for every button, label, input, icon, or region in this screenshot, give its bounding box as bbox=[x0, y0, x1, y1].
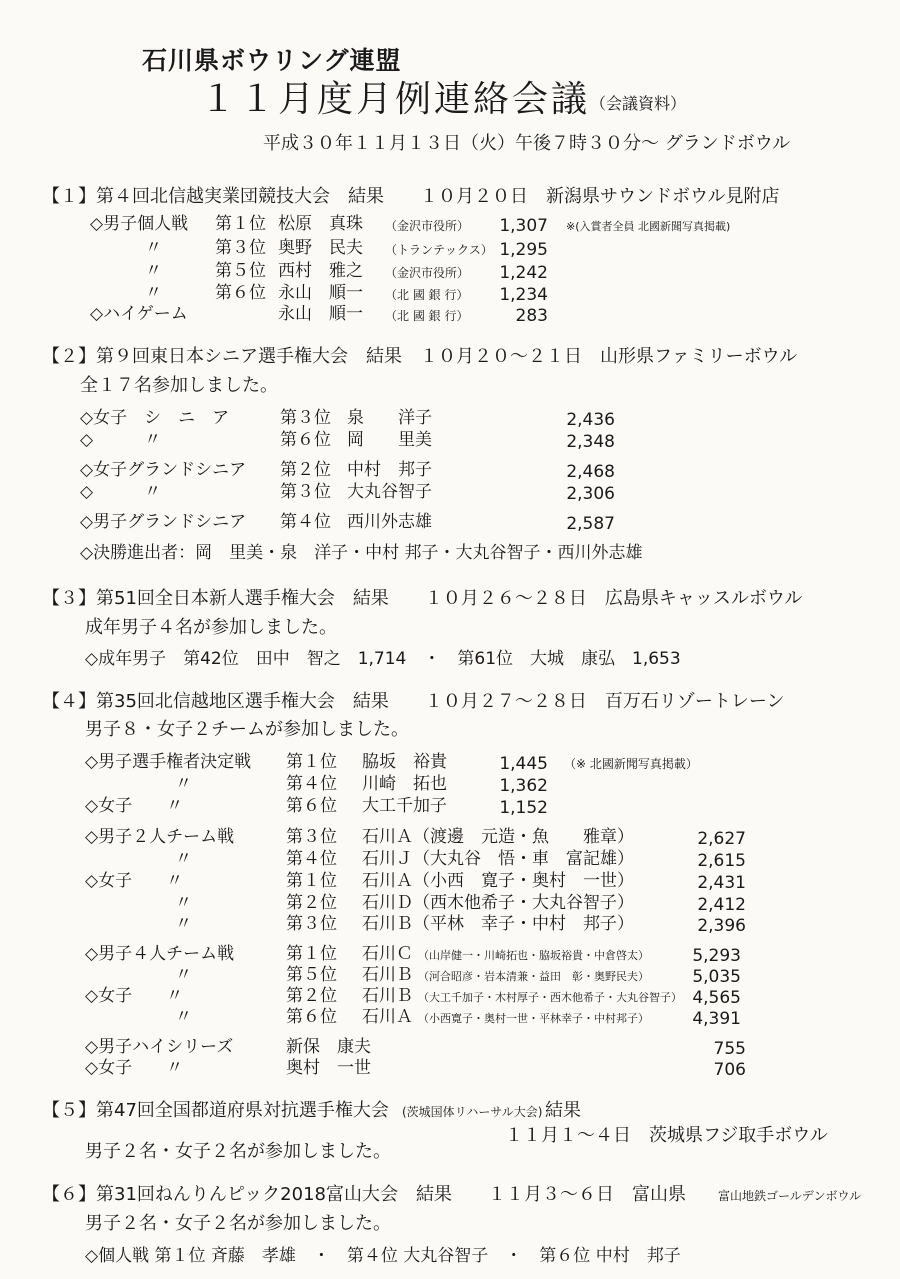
s4-row-name: 脇坂 裕貴 bbox=[362, 752, 447, 772]
s4-row-name: 川崎 拓也 bbox=[362, 774, 447, 794]
s1-row-label: 〃 bbox=[145, 261, 162, 281]
s4-row-label: ◇女子 〃 bbox=[85, 796, 184, 816]
s4-team-members: 石川Ｄ（西木他希子・大丸谷智子） bbox=[362, 893, 634, 913]
s1-row-rank: 第６位 bbox=[215, 283, 266, 303]
s4-row-rank: 第１位 bbox=[286, 752, 337, 772]
s4-row-note: （※ 北國新聞写真掲載） bbox=[564, 757, 698, 771]
s4-team-members: 石川Ｊ（大丸谷 悟・車 富記雄） bbox=[362, 849, 634, 869]
s2-row-rank: 第６位 bbox=[280, 430, 331, 450]
s4-row-rank: 第４位 bbox=[286, 774, 337, 794]
section-1-heading: 【１】第４回北信越実業団競技大会 結果 １０月２０日 新潟県サウンドボウル見附店 bbox=[42, 186, 780, 207]
s1-row-label: 〃 bbox=[145, 238, 162, 258]
section-4-intro: 男子８・女子２チームが参加しました。 bbox=[85, 719, 409, 740]
s1-row-name: 奥野 民夫 bbox=[278, 238, 363, 258]
s1-row-name: 松原 真珠 bbox=[278, 214, 363, 234]
s1-row-affiliation: （北 國 銀 行） bbox=[385, 309, 469, 323]
section-2-finalists: ◇決勝進出者：岡 里美・泉 洋子・中村 邦子・大丸谷智子・西川外志雄 bbox=[80, 543, 643, 563]
s1-row-affiliation: （金沢市役所） bbox=[385, 266, 470, 280]
s4-row-label: ◇男子選手権者決定戦 bbox=[85, 752, 252, 772]
s4-team4-name: 石川Ａ bbox=[362, 1007, 413, 1027]
s4-team-score: 2,396 bbox=[697, 916, 746, 936]
s1-row-rank: 第１位 bbox=[215, 214, 266, 234]
s4-team-members: 石川Ｂ（平林 幸子・中村 邦子） bbox=[362, 914, 634, 934]
s2-row-score: 2,348 bbox=[566, 432, 615, 452]
s4-highseries-score: 755 bbox=[713, 1039, 746, 1059]
section-6-results: ◇個人戦 第１位 斉藤 孝雄 ・ 第４位 大丸谷智子 ・ 第６位 中村 邦子 bbox=[85, 1246, 681, 1266]
section-4-heading: 【４】第35回北信越地区選手権大会 結果 １０月２７～２８日 百万石リゾートレーン bbox=[42, 691, 785, 712]
s4-highseries-name: 奥村 一世 bbox=[286, 1058, 371, 1078]
meeting-dateline: 平成３０年１１月１３日（火）午後７時３０分～ グランドボウル bbox=[263, 133, 791, 154]
s1-row-affiliation: （北 國 銀 行） bbox=[385, 288, 469, 302]
section-5-heading: 【５】第47回全国都道府県対抗選手権大会 bbox=[42, 1100, 389, 1121]
s4-team-rank: 第３位 bbox=[286, 827, 337, 847]
s2-row-name: 西川外志雄 bbox=[347, 512, 432, 532]
s2-row-rank: 第３位 bbox=[280, 482, 331, 502]
s4-team4-score: 5,293 bbox=[692, 946, 741, 966]
s4-row-score: 1,445 bbox=[499, 754, 548, 774]
s4-highseries-name: 新保 康夫 bbox=[286, 1037, 371, 1057]
s4-team-score: 2,627 bbox=[697, 829, 746, 849]
section-3-results: ◇成年男子 第42位 田中 智之 1,714 ・ 第61位 大城 康弘 1,653 bbox=[85, 649, 681, 669]
s4-team4-rank: 第６位 bbox=[286, 1007, 337, 1027]
section-5-heading-note: (茨城国体リハーサル大会) bbox=[402, 1105, 543, 1119]
s1-row-score: 1,234 bbox=[499, 285, 548, 305]
section-6-venue: 富山地鉄ゴールデンボウル bbox=[718, 1189, 862, 1203]
s1-row-note: ※(入賞者全員 北國新聞写真掲載) bbox=[566, 220, 731, 233]
s4-highseries-score: 706 bbox=[713, 1060, 746, 1080]
section-3-heading: 【３】第51回全日本新人選手権大会 結果 １０月２６～２８日 広島県キャッスルボウル bbox=[42, 588, 803, 609]
s2-row-name: 大丸谷智子 bbox=[347, 482, 432, 502]
s1-row-affiliation: （トランテックス） bbox=[385, 243, 493, 257]
s4-team4-label: ◇男子４人チーム戦 bbox=[85, 944, 235, 964]
s1-row-affiliation: （金沢市役所） bbox=[385, 219, 470, 233]
s4-team4-score: 5,035 bbox=[692, 967, 741, 987]
s1-row-score: 283 bbox=[515, 306, 548, 326]
s4-row-score: 1,362 bbox=[499, 776, 548, 796]
s1-row-name: 永山 順一 bbox=[278, 304, 363, 324]
s1-row-label: ◇ハイゲーム bbox=[90, 304, 188, 324]
s4-team4-rank: 第２位 bbox=[286, 986, 337, 1006]
s4-team-label: 〃 bbox=[175, 849, 192, 869]
s2-row-score: 2,587 bbox=[566, 514, 615, 534]
s4-team-rank: 第４位 bbox=[286, 849, 337, 869]
s4-team4-rank: 第１位 bbox=[286, 944, 337, 964]
section-6-heading: 【６】第31回ねんりんピック2018富山大会 結果 １１月３～６日 富山県 bbox=[42, 1184, 686, 1205]
s2-row-name: 泉 洋子 bbox=[347, 408, 432, 428]
s2-row-label: ◇女子グランドシニア bbox=[80, 460, 247, 480]
s4-team-rank: 第１位 bbox=[286, 871, 337, 891]
section-2-intro: 全１７名参加しました。 bbox=[80, 375, 278, 396]
s1-row-rank: 第３位 bbox=[215, 238, 266, 258]
s4-row-score: 1,152 bbox=[499, 798, 548, 818]
s1-row-label: ◇男子個人戦 bbox=[90, 214, 189, 234]
s4-team-rank: 第３位 bbox=[286, 914, 337, 934]
s2-row-label: ◇男子グランドシニア bbox=[80, 512, 247, 532]
s4-highseries-label: ◇女子 〃 bbox=[85, 1058, 184, 1078]
s1-row-label: 〃 bbox=[145, 283, 162, 303]
s4-row-label: 〃 bbox=[175, 774, 192, 794]
section-2-heading: 【２】第９回東日本シニア選手権大会 結果 １０月２０～２１日 山形県ファミリーボウル bbox=[42, 346, 798, 367]
document-title: １１月度月例連絡会議 bbox=[200, 79, 591, 120]
s4-team4-label: ◇女子 〃 bbox=[85, 986, 184, 1006]
s2-row-label: ◇女子 シ ニ ア bbox=[80, 408, 230, 428]
s4-team4-name: 石川Ｂ bbox=[362, 986, 413, 1006]
organization-name: 石川県ボウリング連盟 bbox=[142, 46, 402, 75]
s2-row-rank: 第４位 bbox=[280, 512, 331, 532]
s4-team-label: ◇男子２人チーム戦 bbox=[85, 827, 235, 847]
section-6-intro: 男子２名・女子２名が参加しました。 bbox=[85, 1213, 391, 1234]
document-subtitle: （会議資料） bbox=[590, 94, 687, 113]
s1-row-score: 1,307 bbox=[499, 216, 548, 236]
s4-team4-members: （山岸健一・川崎拓也・脇坂裕貴・中倉啓太） bbox=[418, 949, 649, 962]
s4-highseries-label: ◇男子ハイシリーズ bbox=[85, 1037, 234, 1057]
s4-team4-score: 4,565 bbox=[692, 988, 741, 1008]
s4-team-label: 〃 bbox=[175, 893, 192, 913]
section-3-intro: 成年男子４名が参加しました。 bbox=[85, 617, 337, 638]
s4-team-members: 石川Ａ（小西 寛子・奥村 一世） bbox=[362, 871, 634, 891]
section-5-date: １１月１～４日 茨城県フジ取手ボウル bbox=[505, 1125, 828, 1146]
s4-team4-name: 石川Ｃ bbox=[362, 944, 413, 964]
s4-team-rank: 第２位 bbox=[286, 893, 337, 913]
s4-row-rank: 第６位 bbox=[286, 796, 337, 816]
s2-row-score: 2,306 bbox=[566, 484, 615, 504]
s4-team-label: 〃 bbox=[175, 914, 192, 934]
s2-row-name: 岡 里美 bbox=[347, 430, 432, 450]
s2-row-score: 2,436 bbox=[566, 410, 615, 430]
s1-row-name: 永山 順一 bbox=[278, 283, 363, 303]
s4-team-members: 石川Ａ（渡邊 元造・魚 雅章） bbox=[362, 827, 634, 847]
s4-row-name: 大工千加子 bbox=[362, 796, 447, 816]
s2-row-label: ◇ 〃 bbox=[80, 482, 162, 502]
s4-team-score: 2,615 bbox=[697, 851, 746, 871]
s4-team4-score: 4,391 bbox=[692, 1009, 741, 1029]
s1-row-score: 1,242 bbox=[499, 263, 548, 283]
s2-row-label: ◇ 〃 bbox=[80, 430, 162, 450]
s2-row-name: 中村 邦子 bbox=[347, 460, 432, 480]
s1-row-score: 1,295 bbox=[499, 240, 548, 260]
s1-row-name: 西村 雅之 bbox=[278, 261, 363, 281]
s2-row-score: 2,468 bbox=[566, 462, 615, 482]
s4-team4-members: （大工千加子・木村厚子・西木他希子・大丸谷智子） bbox=[418, 991, 682, 1004]
s4-team4-label: 〃 bbox=[175, 1007, 192, 1027]
s4-team-score: 2,431 bbox=[697, 873, 746, 893]
s2-row-rank: 第２位 bbox=[280, 460, 331, 480]
section-5-heading-tail: 結果 bbox=[545, 1100, 581, 1121]
s4-team4-rank: 第５位 bbox=[286, 965, 337, 985]
section-5-intro: 男子２名・女子２名が参加しました。 bbox=[85, 1141, 391, 1162]
s4-team4-name: 石川Ｂ bbox=[362, 965, 413, 985]
s4-team4-members: （小西寛子・奥村一世・平林幸子・中村邦子） bbox=[418, 1012, 649, 1025]
s1-row-rank: 第５位 bbox=[215, 261, 266, 281]
s4-team4-label: 〃 bbox=[175, 965, 192, 985]
s4-team-score: 2,412 bbox=[697, 895, 746, 915]
s4-team-label: ◇女子 〃 bbox=[85, 871, 184, 891]
s4-team4-members: （河合昭彦・岩本清兼・益田 彰・奥野民夫） bbox=[418, 970, 649, 983]
s2-row-rank: 第３位 bbox=[280, 408, 331, 428]
